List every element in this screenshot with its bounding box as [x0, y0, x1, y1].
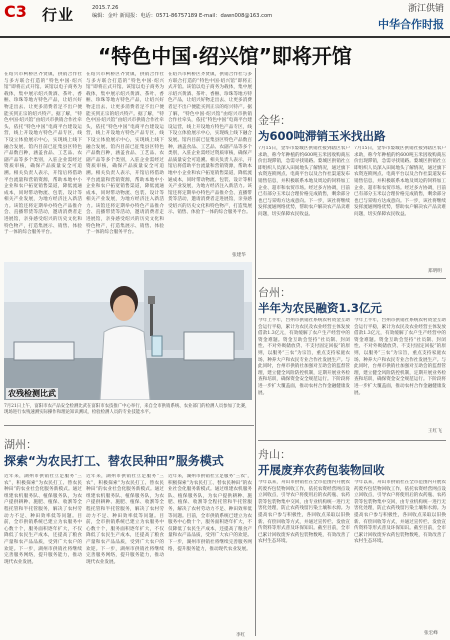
article4-region: 湖州：: [4, 438, 37, 451]
masthead: [0, 0, 450, 38]
article5-col2: 今年以来，舟山市供销社在全市范围内开展农药废弃包装物回收工作，依托农资经营网点设立回收点，引导农户将使用后的农药瓶、农药袋等包装物集中交回，由专业机构统一进行无害化处理，防止农药残留污染土壤和水源。为提高农户参与积极性，各回收点采取以旧换新、有偿回收等方式，并通过宣传栏、发放宣传资料等形式普及环保知识。截至目前，全市已累计回收废弃农药包装物数吨，有效改善了农村生态环境。: [354, 480, 446, 545]
article4-col3: 近年来，湖州市供销社立足服务“三农”，积极探索“为农民打工、替农民种田”的农业社会化服务新模式。通过组建农机服务队、植保服务队，为农户提供耕种、施肥、植保、收割等全程托管和半托管服务，解决了农村劳动力不足、种田效率低等问题。目前，全市供销系统已建立为农服务中心数十个，服务面积逐年扩大，不仅降低了农民生产成本，还提高了粮食产量和农产品品质，受到广大农户的欢迎。下一步，湖州市供销社将继续完善服务网络，提升服务能力，推动现代农业发展。: [168, 474, 252, 552]
main-headline: “特色中国·绍兴馆”即将开馆: [98, 44, 352, 68]
province-tag: 浙江供销: [407, 4, 444, 14]
article4-author: 李红: [236, 633, 246, 638]
editor-contact: 编辑：金叶 新闻报：电话：0571-86757189 E-mail：dawn008@163.com: [92, 13, 273, 19]
photo-label: 农残检测比武: [8, 389, 56, 398]
section-divider-right-2: [258, 440, 446, 441]
article3-col1: 今年上半年，台州市供销社系统农村资金互助会运行平稳，累计为农民及农业经营主体发放借款1.3亿元，有效缓解了农户生产经营中的资金难题。资金互助会坚持“社员制、封闭性、不对外吸储放贷、不支付固定回报”的原则，以服务“三农”为宗旨，重点支持家庭农场、种养大户和农民专业合作社发展生产。与此同时，台州市供销社加强对互助会的监督管理，建立健全风险防控机制，定期开展业务检查和培训，确保资金安全规范运行。下阶段将进一步扩大覆盖面，推动农村合作金融健康发展。: [258, 318, 350, 396]
article2-region: 金华：: [258, 114, 291, 127]
column-divider: [255, 68, 256, 636]
lab-illustration: [4, 262, 252, 400]
section-code: C3: [4, 2, 27, 21]
paper-logo: 中华合作时报: [378, 18, 444, 31]
article1-author: 张建华: [232, 253, 246, 258]
article5-region: 舟山：: [258, 448, 291, 461]
article4-col1: 近年来，湖州市供销社立足服务“三农”，积极探索“为农民打工、替农民种田”的农业社会化服务新模式。通过组建农机服务队、植保服务队，为农户提供耕种、施肥、植保、收割等全程托管和半托管服务，解决了农村劳动力不足、种田效率低等问题。目前，全市供销系统已建立为农服务中心数十个，服务面积逐年扩大，不仅降低了农民生产成本，还提高了粮食产量和农产品品质，受到广大农户的欢迎。下一步，湖州市供销社将继续完善服务网络，提升服务能力，推动现代农业发展。: [4, 474, 82, 565]
article2-col1: 7月15日，金华市婺城区供销社接到辖区农户求助，称今年种植的约600吨玉米因收购商压价出现滞销，急需寻找销路。婺城区供销社立即组织人员深入田间地头了解情况，通过旗下农资连锁网点、电商平台以及合作社渠道发布销售信息，并积极联系本地及周边的饲料加工企业、超市和农贸市场。经过多方协调，目前已有部分玉米以合理价格完成销售，剩余部分也已与采购方达成意向。下一步，该社将继续发挥流通网络优势，帮助农户解决农产品卖难问题，切实保障农民收益。: [258, 146, 350, 217]
section-divider-right-1: [258, 278, 446, 279]
article5-col1: 今年以来，舟山市供销社在全市范围内开展农药废弃包装物回收工作，依托农资经营网点设立回收点，引导农户将使用后的农药瓶、农药袋等包装物集中交回，由专业机构统一进行无害化处理，防止农药残留污染土壤和水源。为提高农户参与积极性，各回收点采取以旧换新、有偿回收等方式，并通过宣传栏、发放宣传资料等形式普及环保知识。截至目前，全市已累计回收废弃农药包装物数吨，有效改善了农村生态环境。: [258, 480, 350, 545]
article4-title: 探索“为农民打工、替农民种田”服务模式: [4, 454, 224, 468]
masthead-meta: [92, 4, 272, 20]
article3-region: 台州：: [258, 286, 291, 299]
article5-author: 张宏峰: [424, 631, 438, 636]
photo-caption: 7月21日上午，富阳市农产品安全检测比武在富阳市农技推广中心举行，来自全市供销系统、农业部门的检测人员参加了比赛，现场进行农残速测实际操作和理论知识测试，检验检测人员的专业技能水平。: [4, 404, 250, 415]
article1-col3: 在绍兴市柯桥区齐贤镇，供销合作社与多方联合打造的“特色中国·绍兴馆”即将正式开馆。该馆以电子商务为载体，集中展示绍兴黄酒、茶叶、香榧、珍珠等地方特色产品，让绍兴好物走出去、让更多消费者足不出户便能买到正宗的绍兴特产。据了解，“特色中国·绍兴馆”由绍兴市供销合作社牵头，依托“特色中国”电商平台建设运营，线上开设地方特色产品专区，线下设立体验展示中心，实现线上线下融合发展。馆内目前已征集县区特色产品数百种，涵盖食品、工艺品、农副产品等多个类别，入驻企业需经过资质审核，确保产品质量安全可追溯。相关负责人表示，开馆后将借助平台流量和营销资源，帮助本地中小企业和农户拓宽销售渠道，降低流通成本，同时带动物流、包装、设计等相关产业发展，为地方经济注入新活力。该馆还将定期举办特色产品推介会、直播带货等活动，邀请消费者走进展馆，亲身感受绍兴的历史文化和特色物产，打造集展示、销售、体验于一体的综合服务平台。: [168, 72, 252, 216]
article2-col2: 7月15日，金华市婺城区供销社接到辖区农户求助，称今年种植的约600吨玉米因收购商压价出现滞销，急需寻找销路。婺城区供销社立即组织人员深入田间地头了解情况，通过旗下农资连锁网点、电商平台以及合作社渠道发布销售信息，并积极联系本地及周边的饲料加工企业、超市和农贸市场。经过多方协调，目前已有部分玉米以合理价格完成销售，剩余部分也已与采购方达成意向。下一步，该社将继续发挥流通网络优势，帮助农户解决农产品卖难问题，切实保障农民收益。: [354, 146, 446, 217]
article5-title: 开展废弃农药包装物回收: [258, 463, 385, 477]
article4-col2: 近年来，湖州市供销社立足服务“三农”，积极探索“为农民打工、替农民种田”的农业社会化服务新模式。通过组建农机服务队、植保服务队，为农户提供耕种、施肥、植保、收割等全程托管和半托管服务，解决了农村劳动力不足、种田效率低等问题。目前，全市供销系统已建立为农服务中心数十个，服务面积逐年扩大，不仅降低了农民生产成本，还提高了粮食产量和农产品品质，受到广大农户的欢迎。下一步，湖州市供销社将继续完善服务网络，提升服务能力，推动现代农业发展。: [86, 474, 164, 565]
section-divider-left: [4, 425, 254, 426]
article3-col2: 今年上半年，台州市供销社系统农村资金互助会运行平稳，累计为农民及农业经营主体发放借款1.3亿元，有效缓解了农户生产经营中的资金难题。资金互助会坚持“社员制、封闭性、不对外吸储放贷、不支付固定回报”的原则，以服务“三农”为宗旨，重点支持家庭农场、种养大户和农民专业合作社发展生产。与此同时，台州市供销社加强对互助会的监督管理，建立健全风险防控机制，定期开展业务检查和培训，确保资金安全规范运行。下阶段将进一步扩大覆盖面，推动农村合作金融健康发展。: [354, 318, 446, 396]
issue-date: 2015.7.26: [92, 5, 119, 11]
article2-title: 为600吨滞销玉米找出路: [258, 129, 386, 143]
section-name: 行业: [42, 6, 75, 24]
article3-title: 半年为农民融资1.3亿元: [258, 301, 382, 315]
article2-author: 郑明明: [428, 269, 442, 274]
article1-col1: 在绍兴市柯桥区齐贤镇，供销合作社与多方联合打造的“特色中国·绍兴馆”即将正式开馆。该馆以电子商务为载体，集中展示绍兴黄酒、茶叶、香榧、珍珠等地方特色产品，让绍兴好物走出去、让更多消费者足不出户便能买到正宗的绍兴特产。据了解，“特色中国·绍兴馆”由绍兴市供销合作社牵头，依托“特色中国”电商平台建设运营，线上开设地方特色产品专区，线下设立体验展示中心，实现线上线下融合发展。馆内目前已征集县区特色产品数百种，涵盖食品、工艺品、农副产品等多个类别，入驻企业需经过资质审核，确保产品质量安全可追溯。相关负责人表示，开馆后将借助平台流量和营销资源，帮助本地中小企业和农户拓宽销售渠道，降低流通成本，同时带动物流、包装、设计等相关产业发展，为地方经济注入新活力。该馆还将定期举办特色产品推介会、直播带货等活动，邀请消费者走进展馆，亲身感受绍兴的历史文化和特色物产，打造集展示、销售、体验于一体的综合服务平台。: [4, 72, 82, 236]
lab-photo: [4, 262, 252, 400]
article3-author: 王红飞: [428, 429, 442, 434]
article1-col2: 在绍兴市柯桥区齐贤镇，供销合作社与多方联合打造的“特色中国·绍兴馆”即将正式开馆。该馆以电子商务为载体，集中展示绍兴黄酒、茶叶、香榧、珍珠等地方特色产品，让绍兴好物走出去、让更多消费者足不出户便能买到正宗的绍兴特产。据了解，“特色中国·绍兴馆”由绍兴市供销合作社牵头，依托“特色中国”电商平台建设运营，线上开设地方特色产品专区，线下设立体验展示中心，实现线上线下融合发展。馆内目前已征集县区特色产品数百种，涵盖食品、工艺品、农副产品等多个类别，入驻企业需经过资质审核，确保产品质量安全可追溯。相关负责人表示，开馆后将借助平台流量和营销资源，帮助本地中小企业和农户拓宽销售渠道，降低流通成本，同时带动物流、包装、设计等相关产业发展，为地方经济注入新活力。该馆还将定期举办特色产品推介会、直播带货等活动，邀请消费者走进展馆，亲身感受绍兴的历史文化和特色物产，打造集展示、销售、体验于一体的综合服务平台。: [86, 72, 164, 236]
